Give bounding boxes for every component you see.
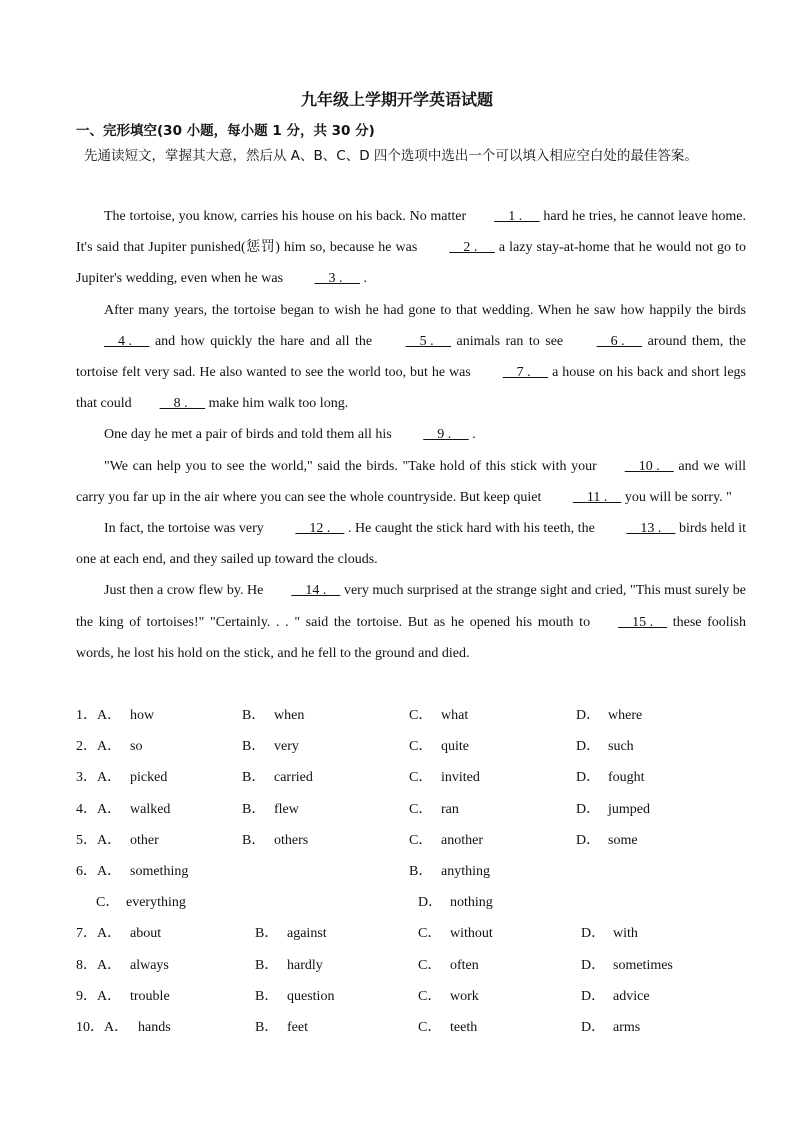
question-number: 4．A． bbox=[76, 801, 122, 817]
passage-text: you will be sorry. " bbox=[621, 489, 732, 505]
option-d: fought bbox=[608, 770, 645, 786]
option-c-label: C． bbox=[418, 988, 442, 1004]
blank-3: 3 . bbox=[314, 271, 361, 287]
option-a: how bbox=[130, 708, 155, 723]
question-row bbox=[76, 918, 756, 949]
passage-text: and how quickly the hare and all the bbox=[149, 333, 378, 349]
page-title: 九年级上学期开学英语试题 bbox=[300, 90, 493, 109]
question-row-continued bbox=[76, 887, 756, 918]
question-row bbox=[76, 981, 756, 1012]
option-c: often bbox=[450, 957, 479, 973]
option-b: carried bbox=[274, 770, 313, 786]
option-a: always bbox=[130, 957, 169, 973]
passage-text: make him walk too long. bbox=[205, 396, 349, 412]
passage-text: . He caught the stick hard with his teeth, the bbox=[344, 521, 599, 537]
option-c-label: C． bbox=[418, 1019, 442, 1035]
passage-paragraph bbox=[76, 513, 746, 575]
question-number: 8．A． bbox=[76, 957, 122, 973]
question-row bbox=[76, 700, 756, 731]
blank-1: 1 . bbox=[494, 209, 540, 224]
option-a: picked bbox=[130, 770, 168, 786]
passage-text: these foolish words, he lost his hold on the stick, and he fell to the ground and died. bbox=[76, 614, 747, 661]
option-c: work bbox=[450, 988, 479, 1004]
question-number: 6．A． bbox=[76, 863, 122, 879]
option-b: anything bbox=[441, 863, 490, 879]
option-d: sometimes bbox=[613, 957, 673, 973]
option-d: with bbox=[613, 926, 638, 942]
question-number: 7．A． bbox=[76, 926, 122, 942]
passage-text: birds held it one at each end, and they sailed up toward the clouds. bbox=[76, 521, 746, 568]
option-b-label: B． bbox=[242, 832, 266, 848]
option-c: everything bbox=[126, 895, 186, 911]
option-b: very bbox=[274, 739, 299, 755]
blank-10: 10 . bbox=[624, 458, 674, 474]
passage-text: animals ran to see bbox=[451, 333, 569, 349]
option-d: some bbox=[608, 832, 638, 848]
passage-text: and we will carry you far up in the air where you can see the whole countryside. But keep quiet bbox=[76, 458, 746, 505]
question-number: 10．A． bbox=[76, 1019, 129, 1035]
passage-text: very much surprised at the strange sight and cried, "This must surely be the king of tortoises!" "Certainly. . . " said the tortoise. But as he opened his mouth to bbox=[76, 583, 746, 630]
section-instructions: 先通读短文，掌握其大意，然后从 A、B、C、D 四个选项中选出一个可以填入相应空白处的最佳答案。 bbox=[84, 148, 698, 164]
option-b-label: B． bbox=[242, 739, 266, 755]
blank-6: 6 . bbox=[596, 333, 643, 349]
option-c: what bbox=[441, 708, 469, 723]
blank-7: 7 . bbox=[502, 365, 549, 381]
option-c-label: C． bbox=[418, 957, 442, 973]
option-c-label: C． bbox=[409, 832, 433, 848]
option-b-label: B． bbox=[242, 708, 266, 723]
option-b: flew bbox=[274, 801, 299, 817]
option-a: trouble bbox=[130, 988, 170, 1004]
option-d-label: D． bbox=[581, 988, 606, 1004]
blank-2: 2 . bbox=[449, 240, 495, 256]
passage-text: hard he tries, he cannot leave home. It's said that Jupiter punished(惩罚) him so, because he was bbox=[76, 209, 746, 256]
option-a: hands bbox=[138, 1019, 171, 1035]
option-c: teeth bbox=[450, 1019, 478, 1035]
option-c-label: C． bbox=[409, 801, 433, 817]
option-d-label: D． bbox=[576, 770, 601, 786]
question-row bbox=[76, 950, 756, 981]
question-row bbox=[76, 762, 756, 793]
question-number: 2．A． bbox=[76, 739, 122, 755]
option-d: nothing bbox=[450, 895, 493, 911]
passage-text: around them, the tortoise felt very sad. He also wanted to see the world too, but he was bbox=[76, 333, 746, 381]
option-d-label: D． bbox=[418, 895, 443, 911]
option-c: invited bbox=[441, 770, 480, 786]
question-number: 3．A． bbox=[76, 770, 122, 786]
passage-paragraph bbox=[76, 295, 746, 420]
option-c-label: C． bbox=[409, 770, 433, 786]
option-d: advice bbox=[613, 988, 650, 1004]
passage-text: One day he met a pair of birds and told them all his bbox=[104, 427, 396, 443]
option-a: other bbox=[130, 832, 159, 848]
option-c: without bbox=[450, 926, 493, 942]
option-b: when bbox=[274, 708, 305, 723]
option-a: so bbox=[130, 739, 143, 755]
option-b-label: B． bbox=[255, 1019, 279, 1035]
option-c: another bbox=[441, 832, 483, 848]
passage-text: . bbox=[468, 427, 476, 443]
option-c: quite bbox=[441, 739, 469, 755]
option-b: against bbox=[287, 926, 327, 942]
option-b: feet bbox=[287, 1019, 308, 1035]
option-b-label: B． bbox=[409, 863, 433, 879]
passage-paragraph bbox=[76, 575, 746, 669]
passage-text: The tortoise, you know, carries his house on his back. No matter bbox=[104, 209, 467, 224]
option-b-label: B． bbox=[255, 957, 279, 973]
passage-text: After many years, the tortoise began to wish he had gone to that wedding. When he saw how happily the birds bbox=[104, 302, 746, 318]
blank-9: 9 . bbox=[423, 427, 469, 443]
question-row bbox=[76, 825, 756, 856]
question-row bbox=[76, 856, 756, 887]
option-d: where bbox=[608, 708, 643, 723]
option-a: walked bbox=[130, 801, 171, 817]
option-d: such bbox=[608, 739, 634, 755]
option-a: about bbox=[130, 926, 162, 942]
passage-text: a lazy stay-at-home that he would not go to Jupiter's wedding, even when he was bbox=[76, 240, 746, 287]
question-row bbox=[76, 794, 756, 825]
passage-paragraph bbox=[76, 451, 746, 513]
question-row bbox=[76, 1012, 756, 1043]
blank-4: 4 . bbox=[104, 333, 150, 349]
passage-paragraph bbox=[76, 419, 746, 450]
blank-14: 14 . bbox=[291, 583, 341, 599]
option-b: others bbox=[274, 832, 309, 848]
option-d: jumped bbox=[608, 801, 650, 817]
section-heading: 一、完形填空(30 小题，每小题 1 分，共 30 分) bbox=[76, 123, 375, 139]
option-b-label: B． bbox=[255, 926, 279, 942]
option-c-label: C． bbox=[409, 708, 433, 723]
blank-11: 11 . bbox=[572, 489, 622, 505]
option-d-label: D． bbox=[581, 957, 606, 973]
question-row bbox=[76, 731, 756, 762]
option-d-label: D． bbox=[581, 926, 606, 942]
answer-options bbox=[76, 700, 756, 1043]
blank-15: 15 . bbox=[618, 614, 668, 630]
passage-text: In fact, the tortoise was very bbox=[104, 521, 268, 537]
blank-12: 12 . bbox=[295, 521, 345, 537]
question-number: 9．A． bbox=[76, 988, 122, 1004]
passage-text: "We can help you to see the world," said the birds. "Take hold of this stick with your bbox=[104, 458, 597, 474]
passage-text: Just then a crow flew by. He bbox=[104, 583, 264, 599]
option-c-label: C． bbox=[96, 895, 120, 911]
question-number: 5．A． bbox=[76, 832, 122, 848]
passage-text: . bbox=[360, 271, 368, 287]
option-c: ran bbox=[441, 801, 459, 817]
option-d-label: D． bbox=[576, 708, 601, 723]
option-d-label: D． bbox=[576, 832, 601, 848]
option-d-label: D． bbox=[576, 739, 601, 755]
question-number: 1．A． bbox=[76, 708, 122, 723]
option-b-label: B． bbox=[242, 770, 266, 786]
option-d-label: D． bbox=[576, 801, 601, 817]
blank-8: 8 . bbox=[159, 396, 206, 412]
passage-paragraph bbox=[76, 201, 746, 295]
option-b-label: B． bbox=[242, 801, 266, 817]
option-b-label: B． bbox=[255, 988, 279, 1004]
option-b: hardly bbox=[287, 957, 323, 973]
passage-text: a house on his back and short legs that could bbox=[76, 365, 746, 412]
option-d: arms bbox=[613, 1019, 641, 1035]
blank-5: 5 . bbox=[405, 333, 452, 349]
blank-13: 13 . bbox=[626, 521, 676, 537]
cloze-passage bbox=[76, 201, 746, 669]
option-c-label: C． bbox=[418, 926, 442, 942]
option-c-label: C． bbox=[409, 739, 433, 755]
option-d-label: D． bbox=[581, 1019, 606, 1035]
option-a: something bbox=[130, 863, 189, 879]
option-b: question bbox=[287, 988, 335, 1004]
